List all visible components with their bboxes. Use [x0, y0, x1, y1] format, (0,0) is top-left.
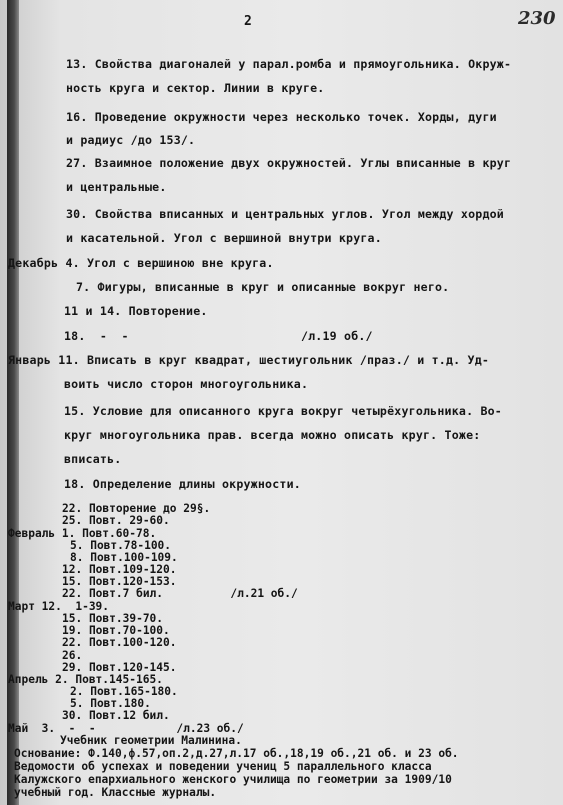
text-line: 29. Повт.120-145. — [62, 661, 177, 674]
text-line: Учебник геометрии Малинина. — [60, 734, 242, 747]
text-line: Калужского епархиального женского училища по геометрии за 1909/10 — [14, 773, 452, 786]
text-line: Февраль 1. Повт.60-78. — [8, 527, 157, 540]
text-line: 15. Повт.39-70. — [62, 612, 164, 625]
text-line: Январь 11. Вписать в круг квадрат, шестиугольник /праз./ и т.д. Уд- — [8, 353, 490, 367]
text-line: Март 12. 1-39. — [8, 600, 110, 613]
text-line: 12. Повт.109-120. — [62, 563, 177, 576]
text-line: круг многоугольника прав. всегда можно описать круг. Тоже: — [64, 428, 481, 442]
text-line: Апрель 2. Повт.145-165. — [8, 673, 163, 686]
text-line: 15. Повт.120-153. — [62, 575, 177, 588]
text-line: 27. Взаимное положение двух окружностей. Углы вписанные в круг — [66, 156, 512, 170]
text-line: и радиус /до 153/. — [66, 133, 196, 147]
text-line: 11 и 14. Повторение. — [64, 304, 208, 318]
text-line: 16. Проведение окружности через несколько точек. Хорды, дуги — [66, 110, 497, 124]
text-line: 19. Повт.70-100. — [62, 624, 170, 637]
text-line: ность круга и сектор. Линии в круге. — [66, 81, 325, 95]
archive-sheet-number: 230 — [518, 8, 556, 29]
text-line: 5. Повт.180. — [70, 697, 151, 710]
text-line: Ведомости об успехах и поведении учениц 5 параллельного класса — [14, 760, 432, 773]
text-line: 5. Повт.78-100. — [70, 539, 172, 552]
text-line: 22. Повт.100-120. — [62, 636, 177, 649]
text-line: 22. Повт.7 бил. /л.21 об./ — [62, 587, 298, 600]
text-line: 18. Определение длины окружности. — [64, 477, 301, 491]
text-line: и центральные. — [66, 180, 167, 194]
text-line: 2. Повт.165-180. — [70, 685, 178, 698]
text-line: учебный год. Классные журналы. — [14, 786, 217, 799]
text-line: 26. — [62, 649, 83, 662]
text-line: 30. Повт.12 бил. — [62, 709, 170, 722]
text-line: 8. Повт.100-109. — [70, 551, 178, 564]
text-line: воить число сторон многоугольника. — [64, 377, 309, 391]
text-line: 25. Повт. 29-60. — [62, 514, 170, 527]
text-line: 13. Свойства диагоналей у парал.ромба и прямоугольника. Окруж- — [66, 57, 512, 71]
text-line: и касательной. Угол с вершиной внутри круга. — [66, 231, 382, 245]
text-line: 22. Повторение до 29§. — [62, 502, 211, 515]
text-line: Основание: Ф.140,ф.57,оп.2,д.27,л.17 об.,18,19 об.,21 об. и 23 об. — [14, 747, 459, 760]
text-line: вписать. — [64, 452, 122, 466]
text-line: 30. Свойства вписанных и центральных углов. Угол между хордой — [66, 207, 504, 221]
page-number: 2 — [244, 14, 252, 29]
text-line: 15. Условие для описанного круга вокруг четырёхугольника. Во- — [64, 404, 502, 418]
text-line: 18. - - /л.19 об./ — [64, 329, 373, 343]
text-line: Май 3. - - /л.23 об./ — [8, 722, 244, 735]
text-line: Декабрь 4. Угол с вершиною вне круга. — [8, 256, 274, 270]
text-line: 7. Фигуры, вписанные в круг и описанные вокруг него. — [76, 280, 450, 294]
